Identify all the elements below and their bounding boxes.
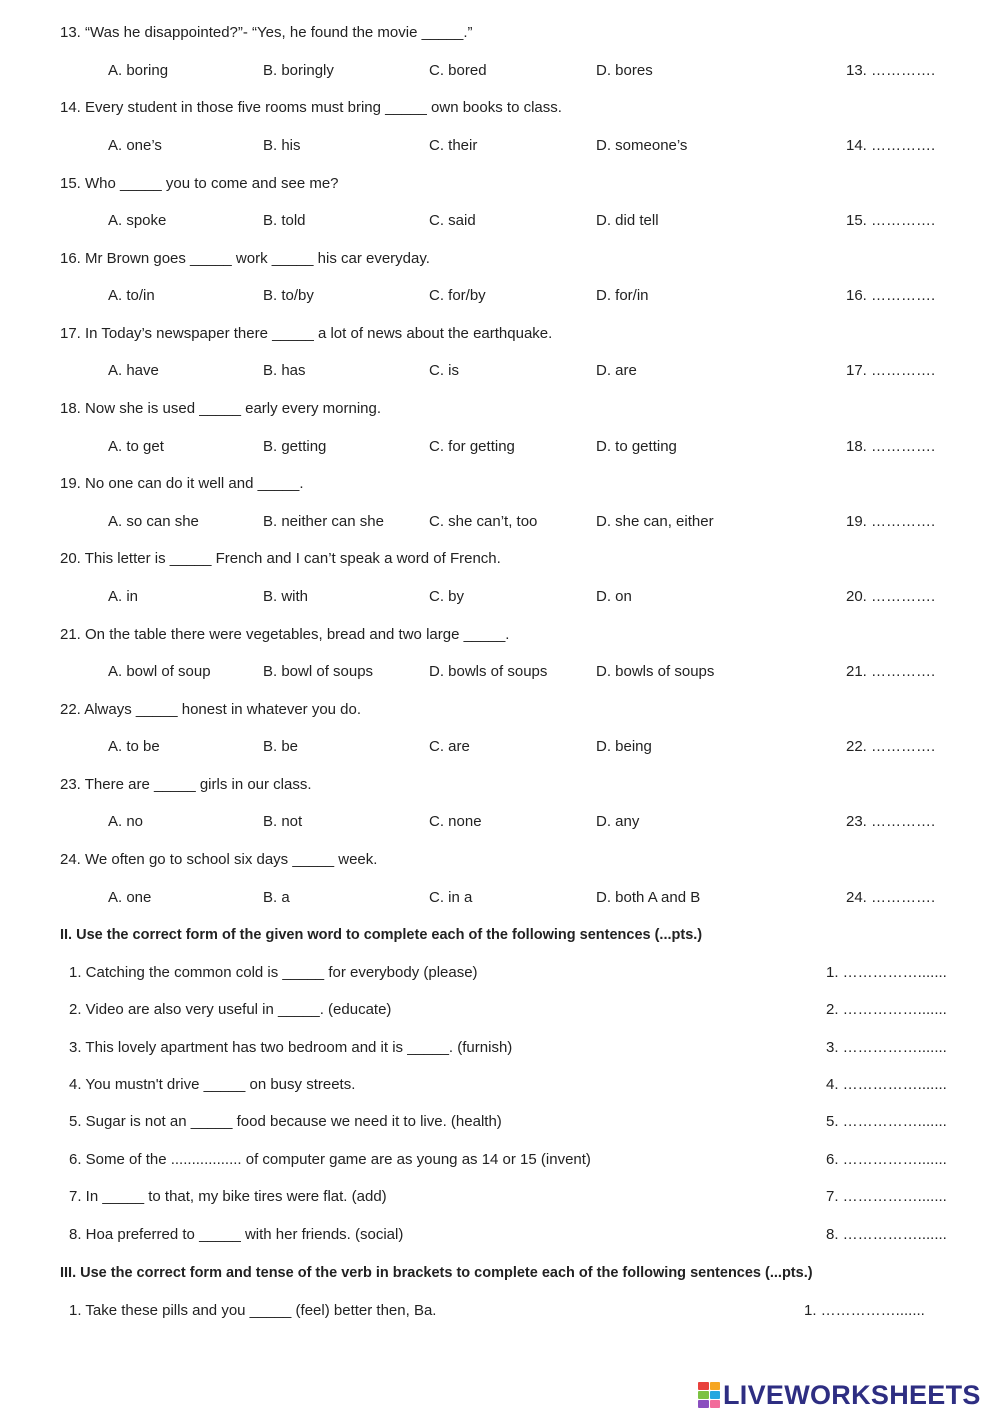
answer-blank[interactable]: 7. ……………....... [826,1188,947,1205]
option-d: D. bowls of soups [596,663,715,680]
liveworksheets-logo [698,1378,981,1412]
answer-blank[interactable]: 2. ……………....... [826,1001,947,1018]
answer-blank[interactable]: 3. ……………....... [826,1039,947,1056]
logo-tile [698,1391,709,1399]
option-b: B. not [263,813,303,830]
option-a: A. boring [108,62,169,79]
option-d: D. bores [596,62,653,79]
exercise-text: 5. Sugar is not an _____ food because we need it to live. (health) [69,1113,502,1130]
option-d: D. to getting [596,438,677,455]
option-b: B. his [263,137,301,154]
answer-blank[interactable]: 1. ……………....... [804,1302,925,1319]
exercise-text: 1. Catching the common cold is _____ for everybody (please) [69,964,478,981]
question-stem: 23. There are _____ girls in our class. [60,776,312,793]
answer-blank[interactable]: 18. …………. [846,438,936,455]
logo-tile [710,1382,721,1390]
option-d: D. for/in [596,287,649,304]
question-stem: 13. “Was he disappointed?”- “Yes, he found the movie _____.” [60,24,473,41]
answer-blank[interactable]: 21. …………. [846,663,936,680]
option-a: A. to/in [108,287,155,304]
option-a: A. no [108,813,144,830]
logo-mark-icon [698,1382,720,1408]
exercise-text: 6. Some of the ................. of computer game are as young as 14 or 15 (invent) [69,1151,591,1168]
answer-blank[interactable]: 5. ……………....... [826,1113,947,1130]
option-a: A. bowl of soup [108,663,211,680]
option-c: C. she can’t, too [429,513,538,530]
exercise-text: 3. This lovely apartment has two bedroom and it is _____. (furnish) [69,1039,513,1056]
option-d: D. on [596,588,632,605]
exercise-text: 2. Video are also very useful in _____. (educate) [69,1001,392,1018]
logo-tile [710,1400,721,1408]
logo-tile [710,1391,721,1399]
option-c: C. for getting [429,438,515,455]
question-stem: 18. Now she is used _____ early every morning. [60,400,382,417]
answer-blank[interactable]: 24. …………. [846,889,936,906]
option-a: A. one’s [108,137,162,154]
option-a: A. in [108,588,139,605]
option-b: B. getting [263,438,327,455]
answer-blank[interactable]: 4. ……………....... [826,1076,947,1093]
option-d: D. someone’s [596,137,688,154]
option-c: C. their [429,137,478,154]
option-a: A. to get [108,438,164,455]
option-d: D. both A and B [596,889,701,906]
answer-blank[interactable]: 17. …………. [846,362,936,379]
answer-blank[interactable]: 22. …………. [846,738,936,755]
question-stem: 17. In Today’s newspaper there _____ a lot of news about the earthquake. [60,325,553,342]
option-c: C. for/by [429,287,486,304]
logo-text: LIVEWORKSHEETS [723,1379,981,1410]
section-2-title: II. Use the correct form of the given word to complete each of the following sentences (...pts.) [60,927,703,943]
question-stem: 19. No one can do it well and _____. [60,475,304,492]
exercise-text: 1. Take these pills and you _____ (feel) better then, Ba. [69,1302,437,1319]
exercise-text: 8. Hoa preferred to _____ with her friends. (social) [69,1226,404,1243]
option-d: D. did tell [596,212,659,229]
answer-blank[interactable]: 1. ……………....... [826,964,947,981]
option-c: D. bowls of soups [429,663,548,680]
option-b: B. a [263,889,290,906]
option-b: B. has [263,362,306,379]
option-a: A. one [108,889,152,906]
answer-blank[interactable]: 13. …………. [846,62,936,79]
option-c: C. is [429,362,459,379]
logo-tile [698,1382,709,1390]
exercise-text: 4. You mustn't drive _____ on busy streets. [69,1076,356,1093]
logo-tile [698,1400,709,1408]
question-stem: 15. Who _____ you to come and see me? [60,175,339,192]
question-stem: 21. On the table there were vegetables, bread and two large _____. [60,626,510,643]
option-a: A. so can she [108,513,199,530]
option-c: C. by [429,588,465,605]
option-b: B. with [263,588,309,605]
answer-blank[interactable]: 16. …………. [846,287,936,304]
option-a: A. to be [108,738,160,755]
question-stem: 22. Always _____ honest in whatever you do. [60,701,362,718]
option-d: D. being [596,738,652,755]
option-c: C. said [429,212,476,229]
option-b: B. neither can she [263,513,384,530]
option-a: A. have [108,362,159,379]
option-a: A. spoke [108,212,167,229]
option-c: C. are [429,738,470,755]
answer-blank[interactable]: 8. ……………....... [826,1226,947,1243]
option-c: C. none [429,813,482,830]
question-stem: 24. We often go to school six days _____ week. [60,851,378,868]
option-b: B. boringly [263,62,334,79]
option-b: B. bowl of soups [263,663,374,680]
section-3-title: III. Use the correct form and tense of the verb in brackets to complete each of the following sentences (...pts.) [60,1265,813,1281]
option-d: D. any [596,813,640,830]
option-d: D. are [596,362,637,379]
option-b: B. told [263,212,306,229]
answer-blank[interactable]: 14. …………. [846,137,936,154]
answer-blank[interactable]: 6. ……………....... [826,1151,947,1168]
option-d: D. she can, either [596,513,714,530]
answer-blank[interactable]: 15. …………. [846,212,936,229]
question-stem: 14. Every student in those five rooms must bring _____ own books to class. [60,99,562,116]
exercise-text: 7. In _____ to that, my bike tires were flat. (add) [69,1188,387,1205]
option-b: B. to/by [263,287,314,304]
answer-blank[interactable]: 20. …………. [846,588,936,605]
answer-blank[interactable]: 19. …………. [846,513,936,530]
question-stem: 20. This letter is _____ French and I can’t speak a word of French. [60,550,501,567]
question-stem: 16. Mr Brown goes _____ work _____ his car everyday. [60,250,430,267]
option-c: C. in a [429,889,473,906]
answer-blank[interactable]: 23. …………. [846,813,936,830]
option-b: B. be [263,738,299,755]
option-c: C. bored [429,62,487,79]
